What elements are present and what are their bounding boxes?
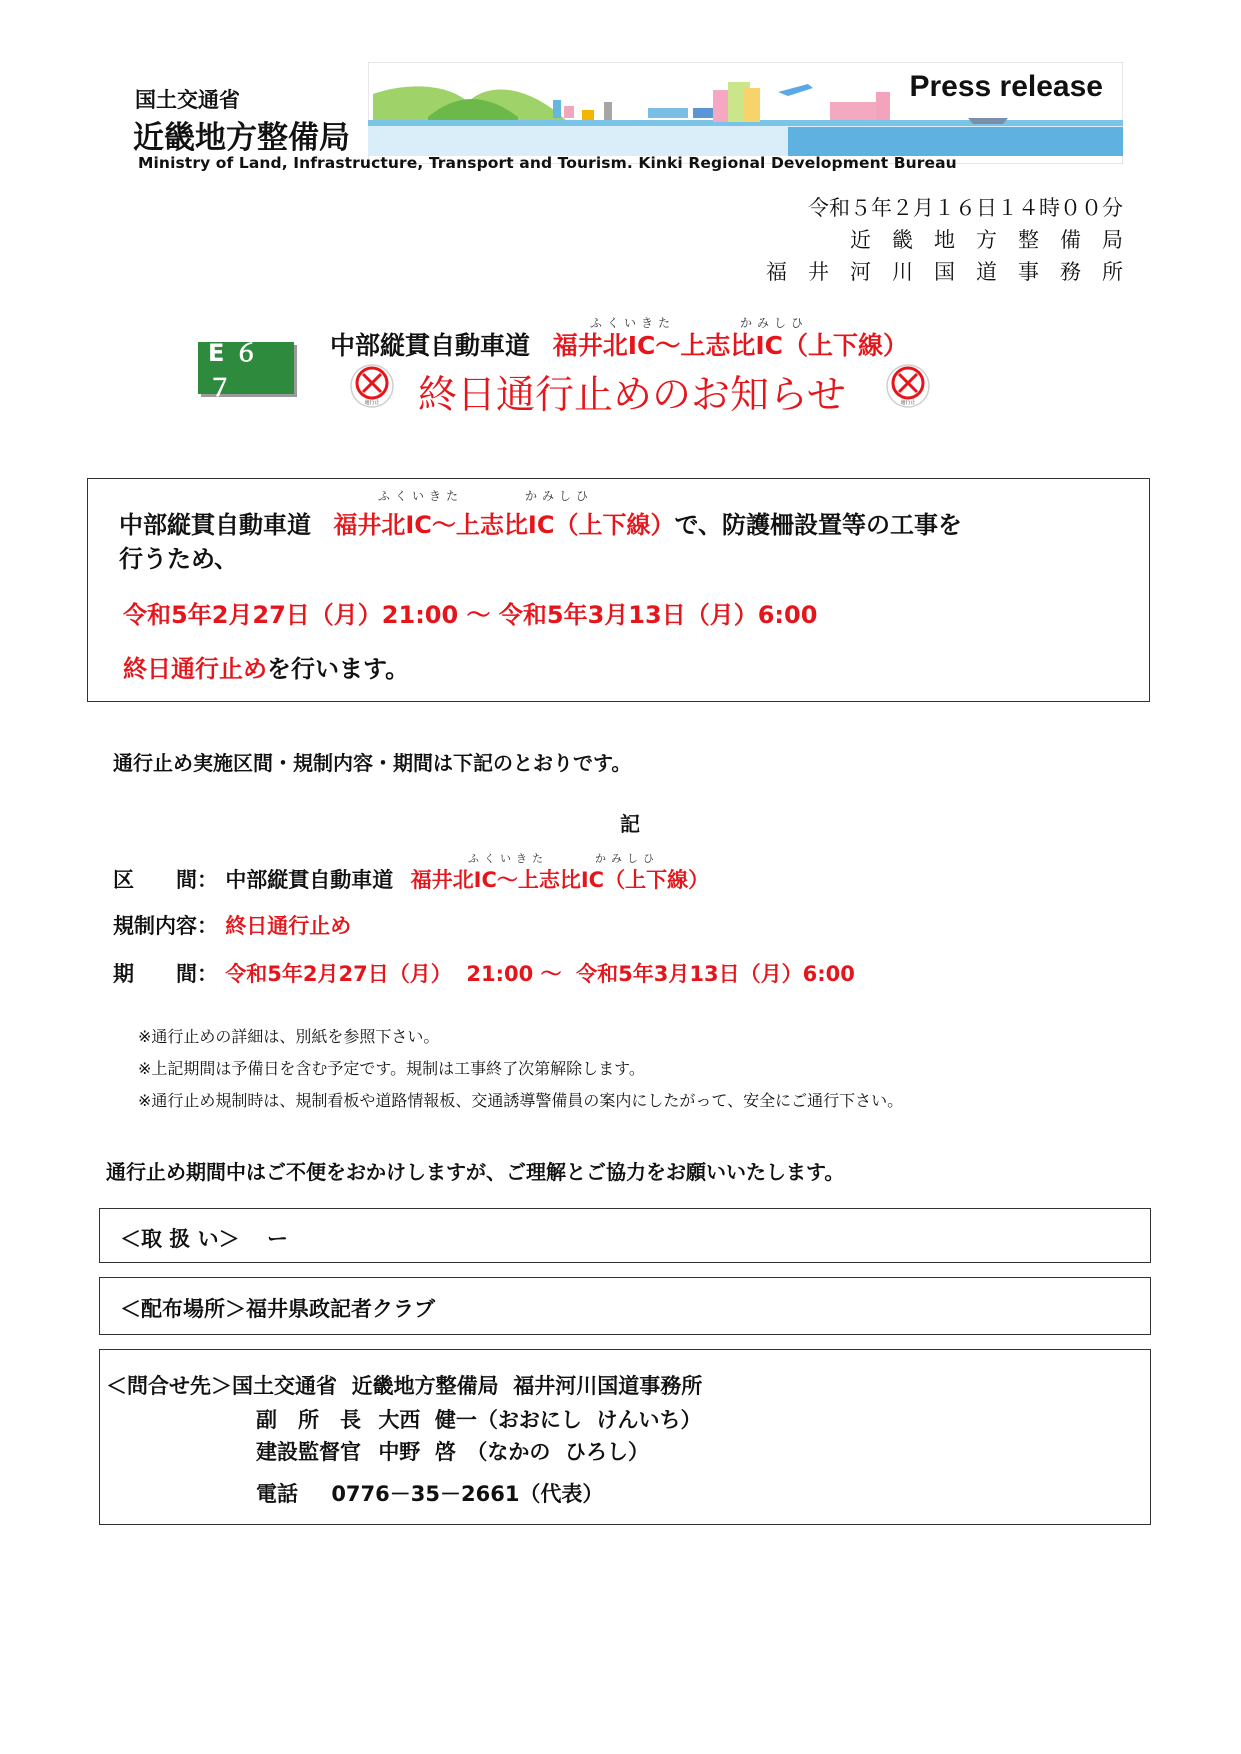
- contact-person2-name: 中野 啓 （なかの ひろし）: [378, 1440, 650, 1464]
- summary-after-section: で、防護柵設置等の工事を: [674, 511, 962, 539]
- contact-office-row: [106, 1370, 702, 1400]
- ruby-kamishihi: かみしひ: [595, 852, 659, 865]
- contact-person1-name: 大西 健一（おおにし けんいち）: [378, 1408, 702, 1432]
- ruby-fukuikita: ふくいきた: [590, 316, 676, 330]
- ruby-fukuikita: ふくいきた: [378, 489, 464, 503]
- no-entry-sign-icon: [886, 364, 930, 408]
- no-entry-sign-icon: [350, 364, 394, 408]
- detail-section-road: 中部縦貫自動車道: [225, 868, 394, 892]
- summary-closure-line: [123, 649, 409, 684]
- agency-english-name: Ministry of Land, Infrastructure, Transport and Tourism. Kinki Regional Development Bureau: [138, 154, 957, 172]
- title-road-name: 中部縦貫自動車道: [330, 331, 531, 360]
- contact-person1-title: 副 所 長: [256, 1408, 361, 1432]
- ki-heading: 記: [620, 812, 640, 836]
- title-section: 福井北IC～上志比IC（上下線）: [552, 331, 909, 360]
- handling-value: ー: [266, 1227, 288, 1251]
- summary-line2: 行うため、: [119, 545, 239, 573]
- note-item: ※上記期間は予備日を含む予定です。規制は工事終了次第解除します。: [138, 1059, 645, 1078]
- contact-person2-title: 建設監督官: [256, 1440, 361, 1464]
- note-item: ※通行止めの詳細は、別紙を参照下さい。: [138, 1027, 440, 1046]
- contact-phone-label: 電話: [256, 1482, 298, 1506]
- details-intro: 通行止め実施区間・規制内容・期間は下記のとおりです。: [113, 751, 632, 775]
- sign-label: 通行止: [900, 400, 916, 406]
- apology-text: 通行止め期間中はご不便をおかけしますが、ご理解とご協力をお願いいたします。: [106, 1160, 845, 1184]
- agency-line1: 国土交通省: [135, 88, 240, 112]
- release-datetime: 令和５年２月１６日１４時００分: [808, 196, 1123, 220]
- headline: 終日通行止めのお知らせ: [418, 373, 846, 418]
- ruby-kamishihi: かみしひ: [525, 489, 594, 503]
- contact-person1: [256, 1404, 702, 1434]
- ruby-fukuikita: ふくいきた: [468, 852, 548, 865]
- distribution-row: [120, 1293, 435, 1323]
- summary-road-name: 中部縦貫自動車道: [119, 511, 311, 539]
- route-badge: E６７: [198, 342, 294, 394]
- detail-period-value: 令和5年2月27日（月） 21:00 ～ 令和5年3月13日（月）6:00: [225, 962, 855, 986]
- press-header: [125, 62, 1123, 178]
- note-item: ※通行止め規制時は、規制看板や道路情報板、交通誘導警備員の案内にしたがって、安全にご通行下さい。: [138, 1091, 904, 1110]
- summary-box: [87, 478, 1150, 702]
- detail-content-value: 終日通行止め: [225, 914, 352, 938]
- release-office: 福 井 河 川 国 道 事 務 所: [766, 260, 1123, 284]
- contact-phone-row: [256, 1478, 603, 1508]
- detail-period-label: 期 間：: [113, 962, 218, 986]
- summary-period: 令和5年2月27日（月）21:00 ～ 令和5年3月13日（月）6:00: [123, 601, 818, 629]
- handling-label: ＜取 扱 い＞: [120, 1227, 240, 1251]
- summary-closure-suffix: を行います。: [267, 655, 410, 683]
- summary-line1: [119, 505, 962, 540]
- title-road-line: [330, 326, 908, 362]
- contact-phone: 0776－35－2661（代表）: [331, 1482, 604, 1506]
- contact-box: [99, 1349, 1151, 1525]
- contact-person2: [256, 1436, 649, 1466]
- detail-section-label: 区 間：: [113, 868, 218, 892]
- detail-period-row: [113, 958, 855, 988]
- release-bureau: 近 畿 地 方 整 備 局: [850, 228, 1123, 252]
- detail-section-row: [113, 864, 709, 894]
- press-release-label: Press release: [909, 70, 1103, 103]
- detail-section-value: 福井北IC～上志比IC（上下線）: [410, 868, 710, 892]
- distribution-label: ＜配布場所＞: [120, 1297, 246, 1321]
- summary-section: 福井北IC～上志比IC（上下線）: [333, 511, 675, 539]
- contact-label: ＜問合せ先＞: [106, 1374, 232, 1398]
- distribution-value: 福井県政記者クラブ: [246, 1297, 435, 1321]
- handling-box: [99, 1208, 1151, 1263]
- detail-content-label: 規制内容：: [113, 914, 218, 938]
- sign-label: 通行止: [364, 400, 380, 406]
- ruby-kamishihi: かみしひ: [740, 316, 809, 330]
- agency-line2: 近畿地方整備局: [133, 120, 350, 156]
- distribution-box: [99, 1277, 1151, 1335]
- summary-closure: 終日通行止め: [123, 655, 267, 683]
- detail-content-row: [113, 910, 351, 940]
- contact-office: 国土交通省 近畿地方整備局 福井河川国道事務所: [232, 1374, 703, 1398]
- handling-row: [120, 1223, 288, 1253]
